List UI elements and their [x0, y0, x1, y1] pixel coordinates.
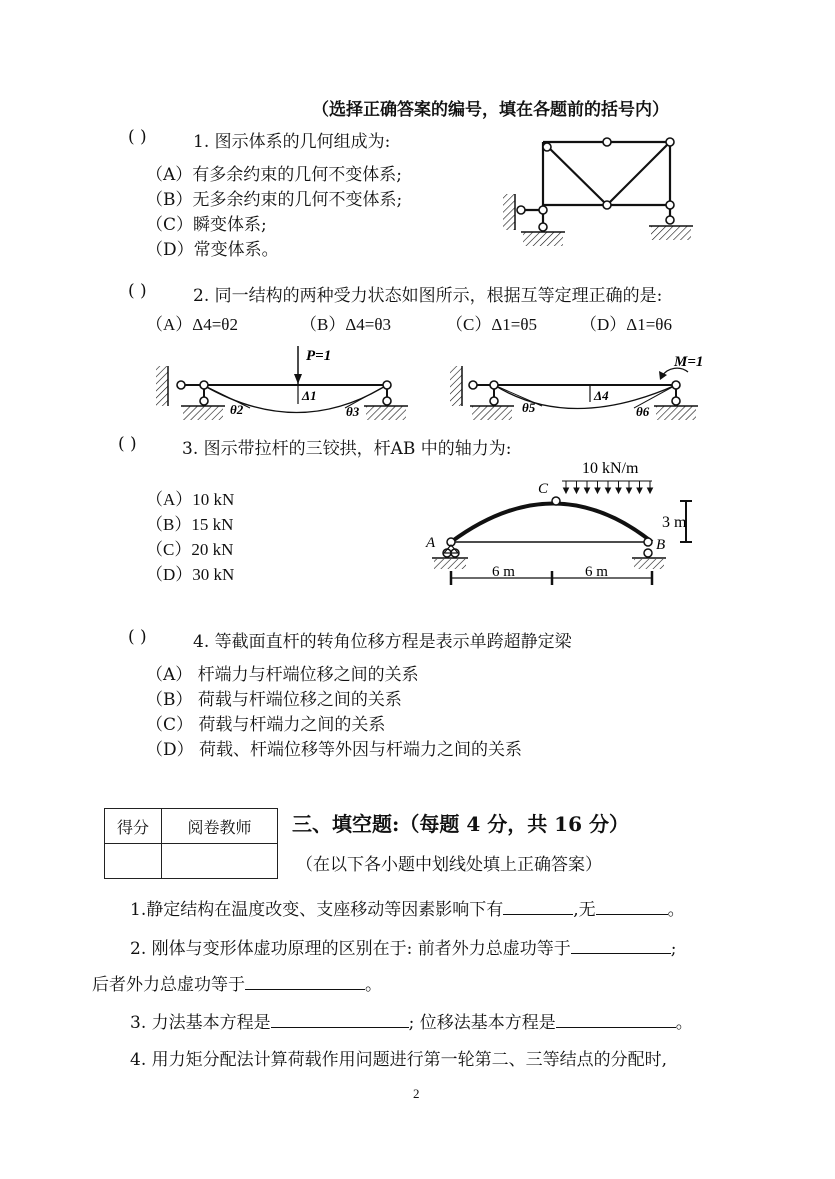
q3-stem: 3. 图示带拉杆的三铰拱，杆AB 中的轴力为: — [182, 439, 512, 459]
fill-item-3: 3. 力法基本方程是 ; 位移法基本方程是 。 — [130, 1013, 693, 1033]
q3-arch-figure — [420, 455, 710, 590]
grader-cell[interactable] — [162, 844, 278, 879]
q2-answer-paren[interactable]: ( ) — [128, 281, 147, 301]
fill-item-1: 1.静定结构在温度改变、支座移动等因素影响下有 ,无 。 — [130, 900, 685, 920]
q3-node-c: C — [538, 481, 549, 497]
load-arrow-head — [648, 488, 653, 493]
load-arrow-head — [585, 488, 590, 493]
q3-option-a: （A）10 kN — [146, 490, 235, 509]
q2-right-load-label: M=1 — [674, 354, 704, 370]
q3-span-right: 6 m — [585, 564, 608, 580]
q1-option-b: （B）无多余约束的几何不变体系; — [146, 190, 403, 210]
load-arrow-head — [574, 488, 579, 493]
q3-load-label: 10 kN/m — [582, 460, 639, 477]
q3-height-label: 3 m — [662, 514, 687, 531]
q2-left-theta3-label: θ3 — [346, 404, 360, 419]
q2-option-a: （A）Δ4=θ2 — [146, 315, 238, 334]
q3-node-a: A — [426, 535, 436, 551]
q4-answer-paren[interactable]: ( ) — [128, 627, 147, 647]
q4-option-d: （D） 荷载、杆端位移等外因与杆端力之间的关系 — [146, 740, 523, 760]
q2-left-theta2-label: θ2 — [230, 402, 244, 417]
q1-truss-figure — [495, 128, 705, 250]
load-arrow-head — [564, 488, 569, 493]
q3-option-b: （B）15 kN — [146, 515, 234, 534]
fill-blank-1a[interactable] — [503, 898, 573, 915]
score-cell[interactable] — [105, 844, 162, 879]
q2-right-theta5-label: θ5 — [522, 400, 536, 415]
q2-right-delta-label: Δ4 — [594, 388, 609, 403]
q2-left-delta-label: Δ1 — [302, 388, 317, 403]
fill-blank-2b[interactable] — [245, 973, 365, 990]
q2-option-b: （B）Δ4=θ3 — [300, 315, 392, 334]
q1-option-a: （A）有多余约束的几何不变体系; — [146, 165, 403, 185]
grader-header: 阅卷教师 — [162, 809, 278, 844]
section3-title: 三、填空题:（每题 4 分，共 16 分） — [292, 812, 629, 836]
q1-answer-paren[interactable]: ( ) — [128, 127, 147, 147]
score-table — [104, 808, 278, 879]
fill-blank-3a[interactable] — [271, 1011, 409, 1028]
instruction-text: （选择正确答案的编号，填在各题前的括号内） — [312, 100, 669, 120]
q4-stem: 4. 等截面直杆的转角位移方程是表示单跨超静定梁 — [193, 632, 572, 652]
load-arrow-head — [627, 488, 632, 493]
q3-option-d: （D）30 kN — [146, 565, 235, 584]
fill-item-2-line2: 后者外力总虚功等于 。 — [92, 975, 382, 995]
fill-item-4: 4. 用力矩分配法计算荷载作用问题进行第一轮第二、三等结点的分配时, — [130, 1050, 668, 1070]
load-arrow-head — [595, 488, 600, 493]
page-number: 2 — [413, 1086, 420, 1101]
fill-item-2-line1: 2. 刚体与变形体虚功原理的区别在于: 前者外力总虚功等于 ; — [130, 939, 677, 959]
q4-option-b: （B） 荷载与杆端位移之间的关系 — [146, 690, 402, 710]
q2-option-d: （D）Δ1=θ6 — [580, 315, 672, 334]
q2-stem: 2. 同一结构的两种受力状态如图所示，根据互等定理正确的是: — [193, 286, 663, 306]
q2-beam-figures — [150, 340, 720, 430]
q2-option-c: （C）Δ1=θ5 — [446, 315, 538, 334]
q4-option-a: （A） 杆端力与杆端位移之间的关系 — [146, 665, 419, 685]
fill-blank-2a[interactable] — [571, 937, 671, 954]
section3-subtitle: （在以下各小题中划线处填上正确答案） — [296, 855, 602, 875]
fill-blank-3b[interactable] — [556, 1011, 676, 1028]
q3-span-left: 6 m — [492, 564, 515, 580]
q1-option-d: （D）常变体系。 — [146, 240, 279, 260]
q1-option-c: （C）瞬变体系; — [146, 215, 267, 235]
load-arrow-head — [616, 488, 621, 493]
load-arrow-head — [606, 488, 611, 493]
q2-right-theta6-label: θ6 — [636, 404, 650, 419]
q3-option-c: （C）20 kN — [146, 540, 234, 559]
q4-option-c: （C） 荷载与杆端力之间的关系 — [146, 715, 386, 735]
q3-node-b: B — [656, 537, 666, 553]
load-arrow-head — [637, 488, 642, 493]
q3-answer-paren[interactable]: ( ) — [118, 434, 137, 454]
q1-stem: 1. 图示体系的几何组成为: — [193, 132, 391, 152]
score-header: 得分 — [105, 809, 162, 844]
q2-left-load-label: P=1 — [306, 348, 332, 364]
fill-blank-1b[interactable] — [596, 898, 668, 915]
